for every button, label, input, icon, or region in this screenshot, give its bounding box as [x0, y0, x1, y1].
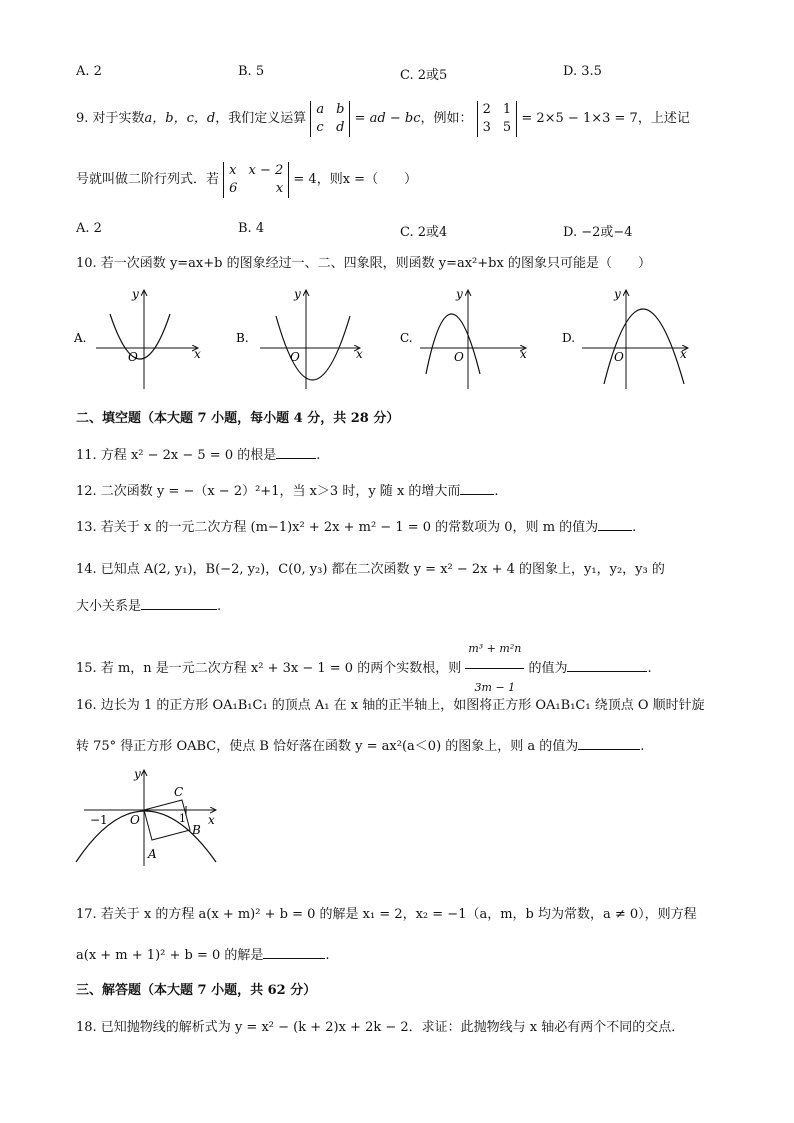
- q8-option-b: B. 5: [238, 64, 265, 79]
- q14-line2: 大小关系是 .: [76, 599, 222, 614]
- q15-blank: [567, 660, 647, 672]
- q16-figure: [70, 766, 230, 872]
- q16-B-label: B: [192, 823, 201, 837]
- q9-x-eq: x =（ ）: [342, 172, 418, 187]
- q8-option-d: D. 3.5: [563, 64, 602, 79]
- q9-option-c: C. 2或4: [400, 225, 448, 240]
- q10-origin-b: O: [290, 350, 300, 364]
- q16-A-label: A: [148, 847, 157, 861]
- q10-graph-c: [400, 287, 527, 389]
- q9-det-question: x x − 2 6 x: [223, 162, 289, 198]
- q12: 12. 二次函数 y = −（x − 2）²+1，当 x＞3 时，y 随 x 的增大而 .: [76, 484, 499, 499]
- parabola-c: [426, 314, 480, 374]
- q10-graph-a: [73, 287, 201, 389]
- q9-option-b: B. 4: [238, 221, 265, 236]
- section3-heading: 三、解答题（本大题 7 小题，共 62 分）: [76, 983, 317, 998]
- q15: 15. 若 m，n 是一元二次方程 x² + 3x − 1 = 0 的两个实数根，则 $\frac{\text{m³ + m²n}}{3m - 1}$ 的值为 .: [76, 630, 652, 707]
- q10-label-d: D.: [562, 331, 576, 345]
- q9-pre: 9. 对于实数: [76, 111, 145, 126]
- q17-blank: [263, 947, 325, 959]
- q11: 11. 方程 x² − 2x − 5 = 0 的根是 .: [76, 448, 321, 463]
- q10-y-a: y: [132, 287, 139, 301]
- q10-x-c: x: [520, 347, 527, 361]
- q17-line1: 17. 若关于 x 的方程 a(x + m)² + b = 0 的解是 x₁ = 2，x₂ = −1（a，m，b 均为常数，a ≠ 0），则方程: [76, 907, 697, 922]
- q10-graph-d: [562, 287, 688, 389]
- q10-label-a: A.: [74, 331, 87, 345]
- q16-y-label: y: [134, 767, 141, 781]
- q9-def-rhs: = ad − bc: [354, 111, 421, 126]
- q10-y-b: y: [294, 287, 301, 301]
- q11-blank: [276, 447, 316, 459]
- q8-option-c: C. 2或5: [400, 68, 448, 83]
- q12-blank: [460, 483, 494, 495]
- q9-det-def: a b c d: [310, 101, 350, 137]
- q9-vars: a，b，c，d: [144, 111, 216, 126]
- q9-det-example: 2 1 3 5: [477, 101, 518, 137]
- q9-option-d: D. −2或−4: [563, 225, 633, 240]
- q10-origin-a: O: [128, 350, 138, 364]
- q9-ex-rhs: = 2×5 − 1×3 = 7: [521, 111, 638, 126]
- q14-line1: 14. 已知点 A(2, y₁)，B(−2, y₂)，C(0, y₃) 都在二次函数 y = x² − 2x + 4 的图象上，y₁，y₂，y₃ 的: [76, 562, 665, 577]
- q9-line1: [76, 100, 690, 138]
- q9-mid: ，我们定义运算: [215, 111, 307, 126]
- q9-line2-pre: 号就叫做二阶行列式．若: [76, 172, 220, 187]
- q16-x-label: x: [208, 813, 215, 827]
- q10-graphs: [70, 284, 710, 394]
- q17-line2: a(x + m + 1)² + b = 0 的解是 .: [76, 948, 330, 963]
- q10-x-a: x: [194, 347, 201, 361]
- q10-y-d: y: [614, 287, 621, 301]
- q14-blank: [141, 598, 217, 610]
- q10-x-d: x: [680, 347, 687, 361]
- q15-fraction: $\frac{\text{m³ + m²n}}{3m - 1}$: [465, 630, 524, 707]
- q9-line2-post: ，则: [316, 172, 343, 187]
- q9-post: ，上述记: [637, 111, 690, 126]
- q16-line2: 转 75° 得正方形 OABC，使点 B 恰好落在函数 y = ax²(a＜0) 的图象上，则 a 的值为 .: [76, 739, 645, 754]
- q10-x-b: x: [356, 347, 363, 361]
- q13: 13. 若关于 x 的一元二次方程 (m−1)x² + 2x + m² − 1 = 0 的常数项为 0，则 m 的值为 .: [76, 520, 637, 535]
- q9-option-a: A. 2: [76, 221, 102, 236]
- q18: 18. 已知抛物线的解析式为 y = x² − (k + 2)x + 2k − 2．求证：此抛物线与 x 轴必有两个不同的交点．: [76, 1020, 685, 1035]
- q16-O-label: O: [130, 813, 140, 827]
- q16-one-label: 1: [179, 812, 186, 825]
- section2-heading: 二、填空题（本大题 7 小题，每小题 4 分，共 28 分）: [76, 411, 400, 426]
- parabola-d: [604, 309, 684, 384]
- q8-option-a: A. 2: [76, 64, 102, 79]
- q16-neg1-label: −1: [90, 813, 108, 827]
- q10-label-c: C.: [400, 331, 413, 345]
- q10-origin-c: O: [454, 350, 464, 364]
- q16-line1: 16. 边长为 1 的正方形 OA₁B₁C₁ 的顶点 A₁ 在 x 轴的正半轴上，如图将正方形 OA₁B₁C₁ 绕顶点 O 顺时针旋: [76, 698, 705, 713]
- q9-line2: [76, 160, 417, 200]
- q10-label-b: B.: [236, 331, 249, 345]
- q10-y-c: y: [456, 287, 463, 301]
- q16-blank: [578, 738, 640, 750]
- q10-graph-b: [236, 287, 363, 389]
- q9-line2-rhs: = 4: [293, 172, 317, 187]
- q9-ex-label: ，例如：: [420, 111, 473, 126]
- q10-text: 10. 若一次函数 y=ax+b 的图象经过一、二、四象限，则函数 y=ax²+bx 的图象只可能是（ ）: [76, 256, 651, 271]
- parabola-a: [110, 314, 170, 359]
- q10-origin-d: O: [614, 350, 624, 364]
- q13-blank: [598, 519, 632, 531]
- q16-C-label: C: [174, 785, 184, 799]
